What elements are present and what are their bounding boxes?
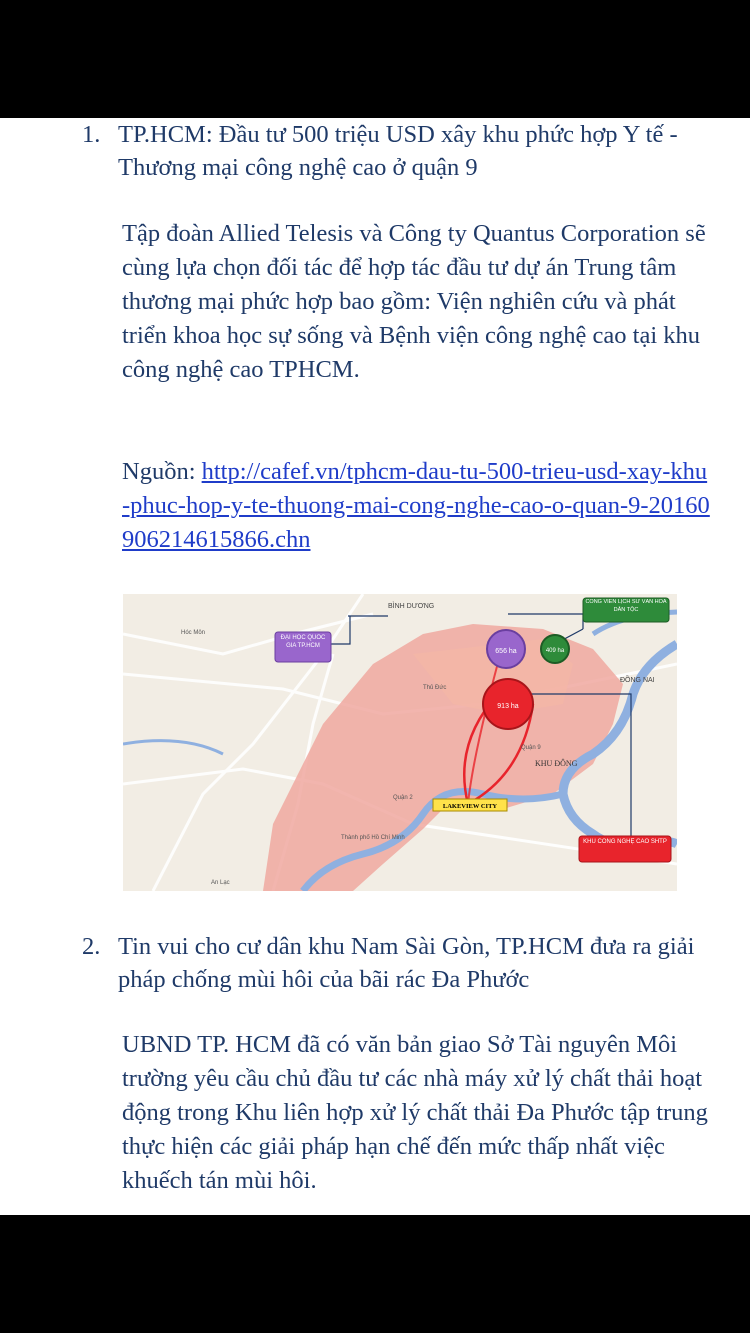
map-svg: [123, 594, 677, 891]
lakeview-label: LAKEVIEW CITY: [442, 803, 498, 810]
document-page: [0, 118, 750, 1215]
an-lac-label: An Lạc: [211, 880, 230, 886]
project-map-image: [123, 594, 677, 891]
item-2-number: 2.: [82, 933, 101, 960]
quan-2-label: Quận 2: [393, 795, 413, 801]
source-link[interactable]: http://cafef.vn/tphcm-dau-tu-500-trieu-usd-xay-khu-phuc-hop-y-te-thuong-mai-cong-nghe-cao-o-quan-9-20160906214615866.chn: [122, 458, 710, 553]
item-2-title: Tin vui cho cư dân khu Nam Sài Gòn, TP.HCM đưa ra giải pháp chống mùi hôi của bãi rác Đa Phước: [118, 933, 695, 993]
item-1-source: [122, 455, 712, 557]
item-2-heading: [82, 930, 710, 996]
item-1-number: 1.: [82, 121, 101, 148]
dai-hoc-label: ĐẠI HỌC QUỐC GIA TP.HCM: [280, 635, 326, 649]
source-label: Nguồn:: [122, 458, 202, 485]
area-label-913: 913 ha: [497, 703, 519, 710]
binh-duong-label: BÌNH DƯƠNG: [388, 603, 435, 610]
cong-vien-label: CÔNG VIÊN LỊCH SỬ VĂN HÓA DÂN TỘC: [585, 599, 667, 613]
item-1-title: TP.HCM: Đầu tư 500 triệu USD xây khu phức hợp Y tế - Thương mại công nghệ cao ở quận 9: [118, 121, 678, 181]
thanh-pho-label: Thành phố Hồ Chí Minh: [341, 835, 405, 841]
dong-nai-label: ĐỒNG NAI: [620, 677, 655, 684]
khu-cnc-label: KHU CÔNG NGHỆ CAO SHTP: [583, 839, 667, 845]
item-2-body: UBND TP. HCM đã có văn bản giao Sở Tài nguyên Môi trường yêu cầu chủ đầu tư các nhà máy xử lý chất thải hoạt động trong Khu liên hợp xử lý chất thải Đa Phước tập trung thực hiện các giải pháp hạn chế đến mức thấp nhất việc khuếch tán mùi hôi.: [122, 1031, 708, 1194]
hoc-mon-label: Hóc Môn: [181, 630, 206, 636]
thu-duc-label: Thủ Đức: [423, 685, 447, 691]
area-label-409: 409 ha: [545, 648, 565, 654]
item-1-body: Tập đoàn Allied Telesis và Công ty Quantus Corporation sẽ cùng lựa chọn đối tác để hợp tác đầu tư dự án Trung tâm thương mại phức hợp bao gồm: Viện nghiên cứu và phát triển khoa học sự sống và Bệnh viện công nghệ cao tại khu công nghệ cao TPHCM.: [122, 220, 706, 383]
quan-9-label: Quận 9: [521, 745, 541, 751]
item-1-heading: [82, 118, 710, 184]
area-label-656: 656 ha: [495, 648, 517, 655]
khu-dong-label: KHU ĐÔNG: [535, 759, 578, 768]
